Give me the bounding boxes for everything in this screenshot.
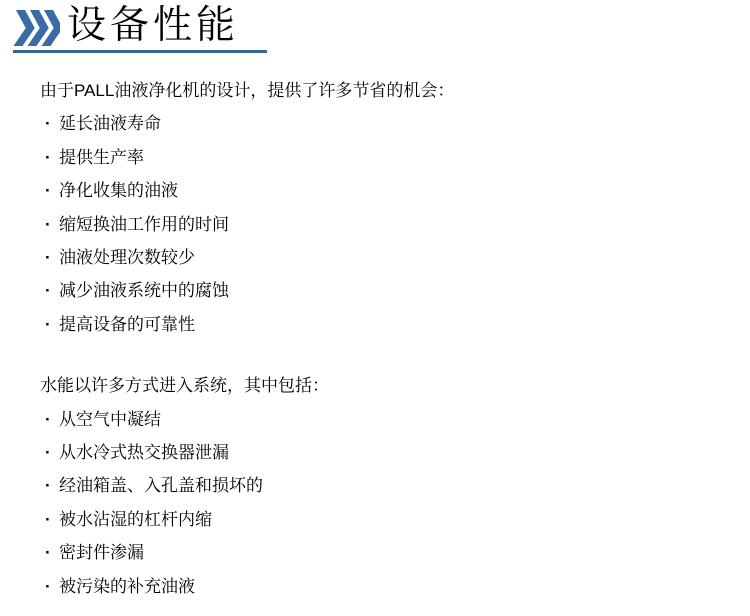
bullet-text: 从空气中凝结 <box>59 409 161 429</box>
bullet-marker: · <box>45 476 51 496</box>
bullet-marker: · <box>45 443 51 463</box>
bullet-marker: · <box>45 181 51 201</box>
bullet-marker: · <box>45 409 51 429</box>
section-benefits-list <box>40 107 734 341</box>
bullet-marker: · <box>45 543 51 563</box>
bullet-marker: · <box>45 314 51 334</box>
bullet-marker: · <box>45 248 51 268</box>
bullet-item <box>40 107 734 140</box>
bullet-text: 密封件渗漏 <box>59 543 144 563</box>
bullet-item <box>40 241 734 274</box>
bullet-item <box>40 469 734 502</box>
bullet-item <box>40 208 734 241</box>
section-water-ingress <box>40 369 734 603</box>
bullet-marker: · <box>45 214 51 234</box>
slide-header <box>0 0 750 56</box>
bullet-item <box>40 308 734 341</box>
section-benefits <box>40 74 734 341</box>
page-title: 设备性能 <box>67 4 240 47</box>
bullet-text: 提供生产率 <box>59 147 144 167</box>
bullet-item <box>40 536 734 569</box>
bullet-text: 油液处理次数较少 <box>59 248 195 268</box>
bullet-item <box>40 174 734 207</box>
bullet-text: 被污染的补充油液 <box>59 576 195 596</box>
slide-content <box>40 74 734 603</box>
bullet-text: 从水冷式热交换器泄漏 <box>59 443 229 463</box>
bullet-item <box>40 436 734 469</box>
section-water-ingress-intro: 水能以许多方式进入系统，其中包括： <box>40 376 329 396</box>
bullet-marker: · <box>45 281 51 301</box>
bullet-text: 缩短换油工作用的时间 <box>59 214 229 234</box>
bullet-item <box>40 141 734 174</box>
bullet-marker: · <box>45 147 51 167</box>
title-underline <box>13 50 267 53</box>
section-water-ingress-list <box>40 403 734 603</box>
bullet-item <box>40 403 734 436</box>
bullet-text: 被水沾湿的杠杆内缩 <box>59 509 212 529</box>
bullet-text: 减少油液系统中的腐蚀 <box>59 281 229 301</box>
bullet-text: 提高设备的可靠性 <box>59 314 195 334</box>
bullet-item <box>40 570 734 603</box>
triple-chevron-right-icon <box>14 10 60 46</box>
bullet-text: 净化收集的油液 <box>59 181 178 201</box>
section-benefits-intro: 由于PALL油液净化机的设计，提供了许多节省的机会： <box>40 81 455 100</box>
bullet-marker: · <box>45 576 51 596</box>
bullet-text: 延长油液寿命 <box>59 114 161 134</box>
bullet-marker: · <box>45 509 51 529</box>
bullet-item <box>40 503 734 536</box>
bullet-text: 经油箱盖、入孔盖和损坏的 <box>59 476 263 496</box>
bullet-item <box>40 274 734 307</box>
bullet-marker: · <box>45 114 51 134</box>
